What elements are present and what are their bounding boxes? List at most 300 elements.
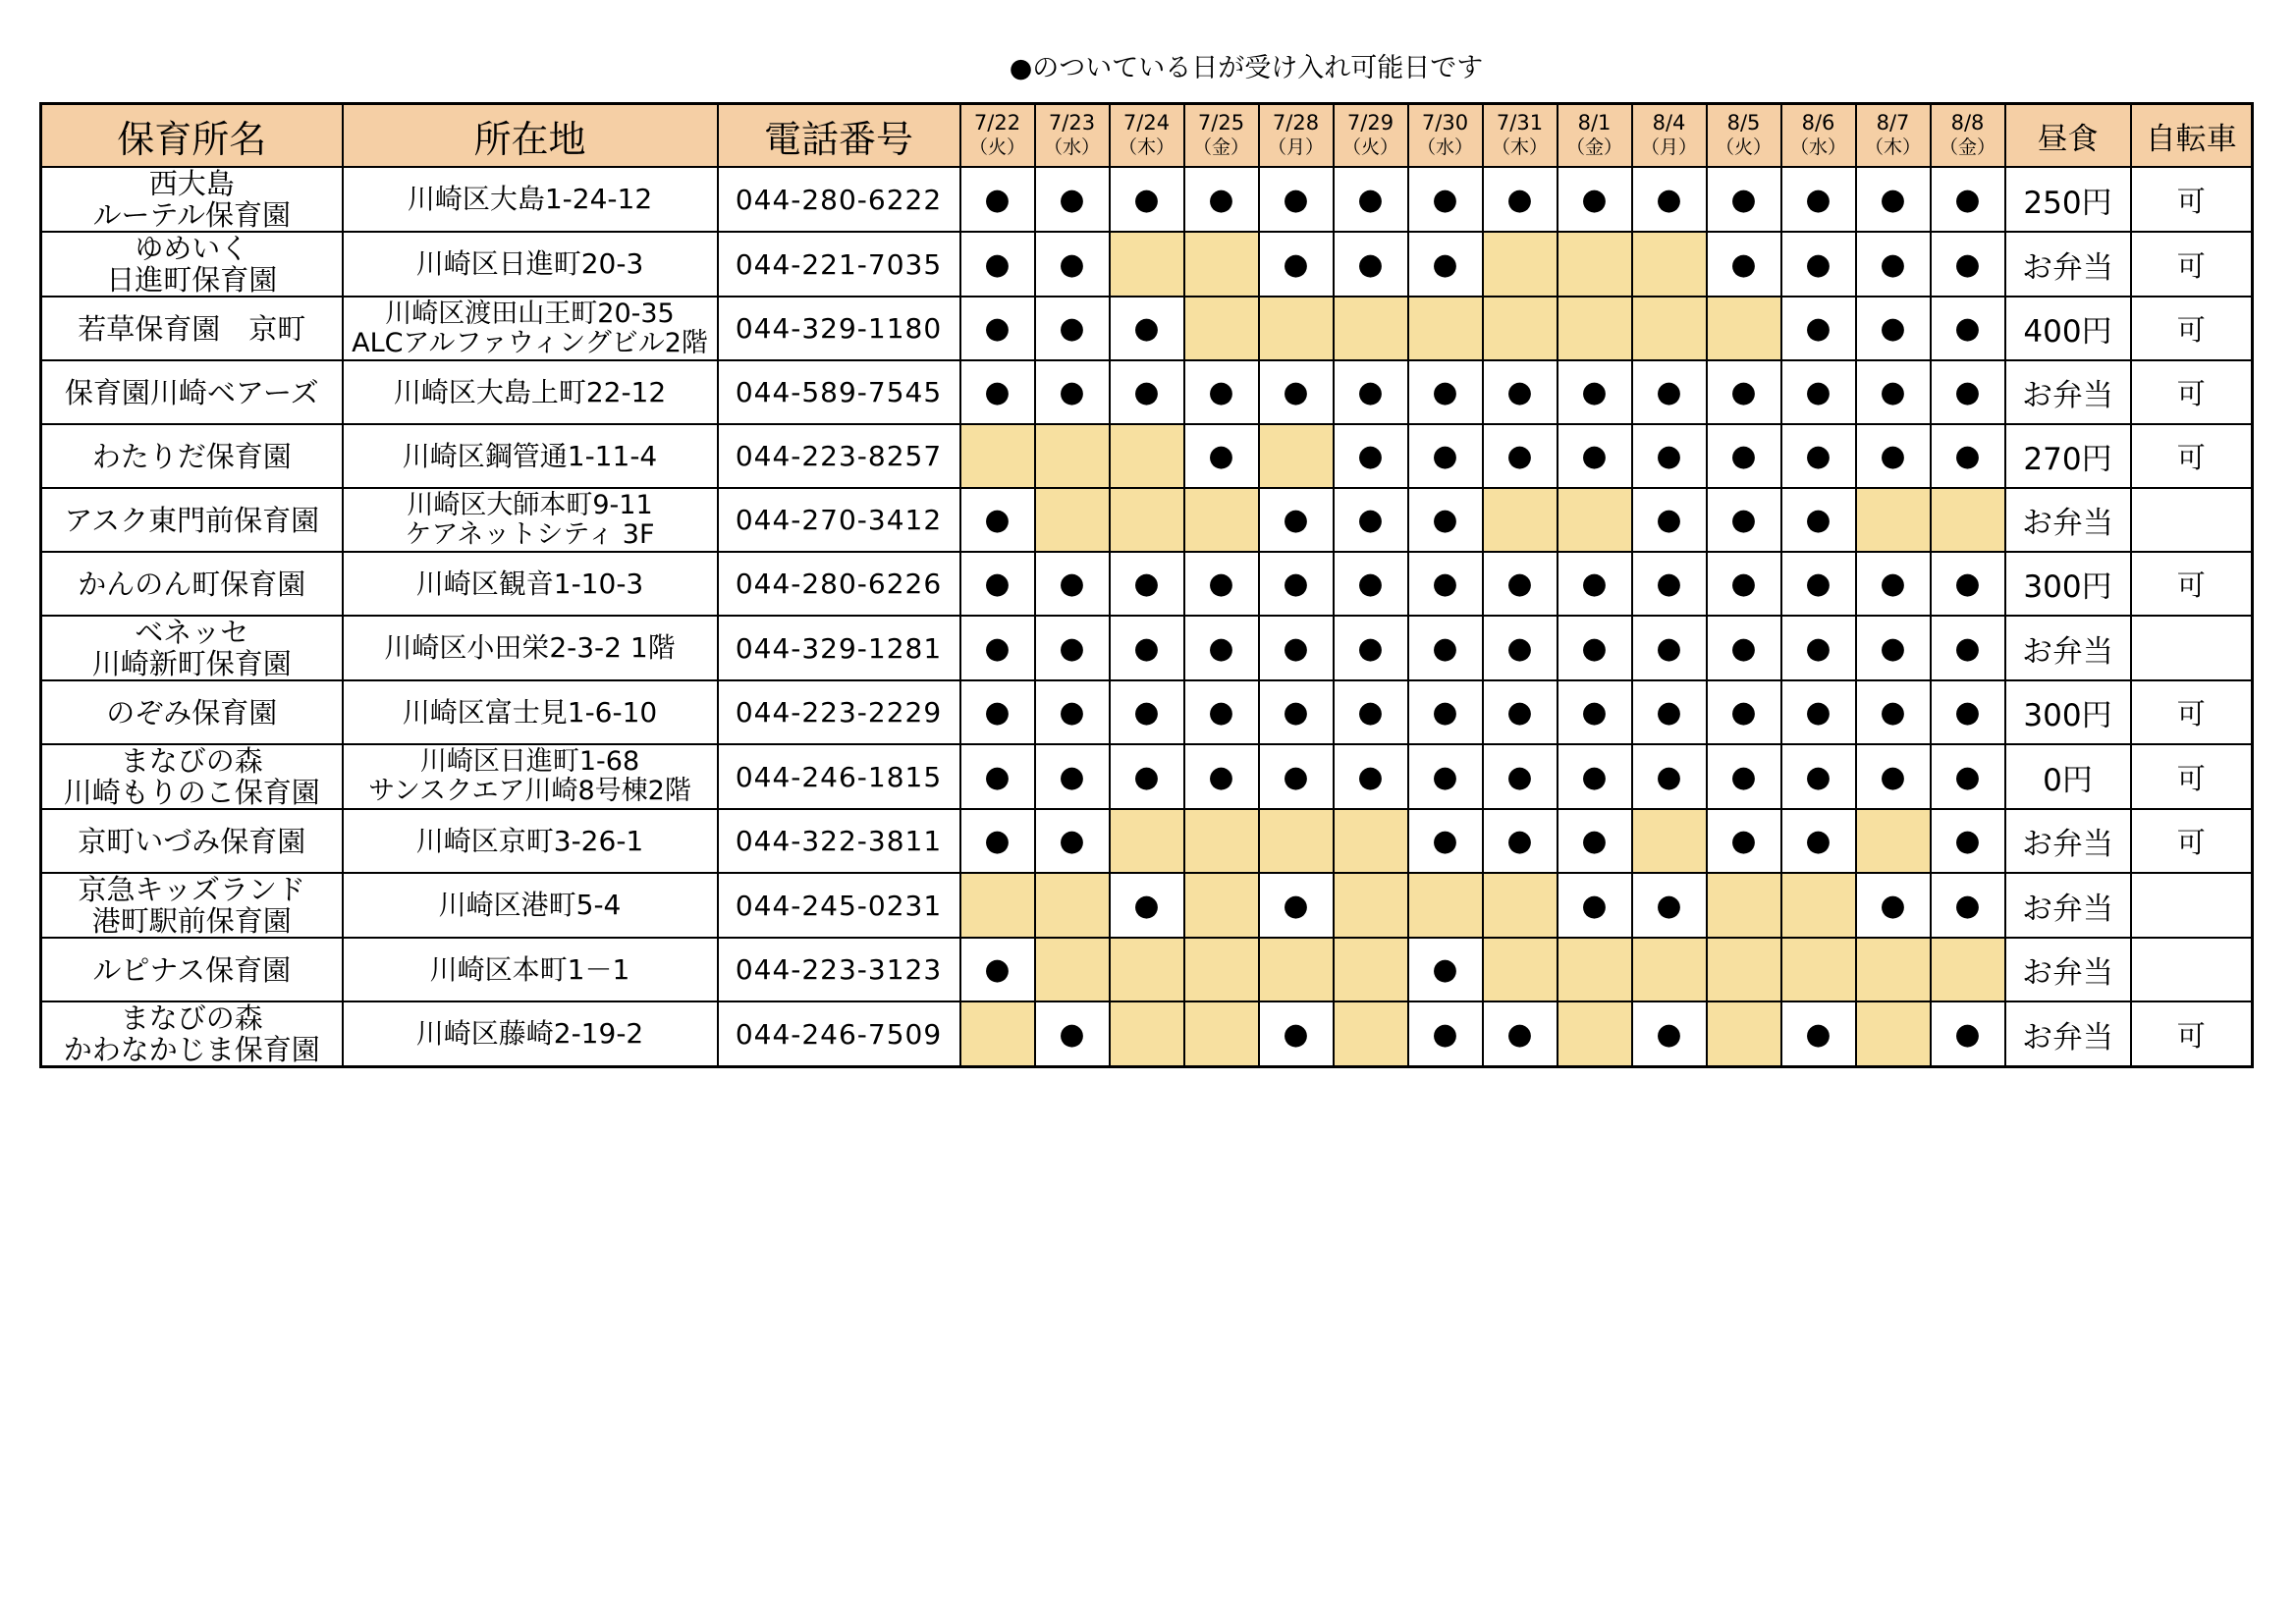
unavailable-cell — [1184, 809, 1259, 873]
available-mark: ● — [1334, 616, 1408, 680]
available-mark: ● — [1184, 744, 1259, 809]
available-mark: ● — [1632, 873, 1707, 938]
header-weekday-label: （水） — [1043, 136, 1100, 158]
facility-phone: 044-221-7035 — [718, 232, 960, 297]
header-lunch: 昼食 — [2005, 104, 2131, 168]
available-mark: ● — [1408, 809, 1483, 873]
unavailable-cell — [1408, 873, 1483, 938]
available-mark: ● — [1707, 360, 1781, 424]
bicycle-cell: 可 — [2131, 424, 2253, 488]
unavailable-cell — [1259, 809, 1334, 873]
available-mark: ● — [1558, 424, 1632, 488]
facility-address — [343, 488, 718, 552]
facility-name — [41, 360, 343, 424]
header-date — [1931, 104, 2005, 168]
header-date-label: 7/28 — [1272, 111, 1320, 135]
unavailable-cell — [1259, 297, 1334, 360]
unavailable-cell — [1035, 488, 1110, 552]
table-row — [41, 360, 2253, 424]
available-mark: ● — [1931, 297, 2005, 360]
facility-name-line: ゆめいく — [135, 232, 249, 265]
facility-name-line: 川崎新町保育園 — [91, 647, 292, 680]
available-mark: ● — [960, 680, 1035, 744]
available-mark: ● — [1110, 297, 1184, 360]
table-row — [41, 873, 2253, 938]
available-mark: ● — [1781, 167, 1856, 232]
available-mark: ● — [1184, 616, 1259, 680]
available-mark: ● — [1483, 360, 1558, 424]
available-mark: ● — [1856, 167, 1931, 232]
facility-name-line: まなびの森 — [120, 1001, 263, 1035]
facility-name-line: ベネッセ — [135, 616, 249, 649]
facility-name-line: わたりだ保育園 — [91, 439, 292, 473]
available-mark: ● — [1632, 167, 1707, 232]
unavailable-cell — [1632, 809, 1707, 873]
available-mark: ● — [1931, 1001, 2005, 1067]
unavailable-cell — [1110, 424, 1184, 488]
header-date-label: 7/31 — [1496, 111, 1544, 135]
available-mark: ● — [1856, 232, 1931, 297]
header-weekday-label: （水） — [1416, 136, 1473, 158]
unavailable-cell — [1259, 938, 1334, 1001]
available-mark: ● — [1259, 360, 1334, 424]
header-name: 保育所名 — [41, 104, 343, 168]
header-date — [1110, 104, 1184, 168]
available-mark: ● — [1184, 424, 1259, 488]
facility-phone: 044-280-6222 — [718, 167, 960, 232]
header-weekday-label: （火） — [968, 136, 1025, 158]
available-mark: ● — [960, 297, 1035, 360]
bicycle-cell — [2131, 616, 2253, 680]
facility-address — [343, 616, 718, 680]
table-row — [41, 552, 2253, 616]
unavailable-cell — [1856, 938, 1931, 1001]
facility-phone: 044-329-1180 — [718, 297, 960, 360]
facility-name-line: まなびの森 — [120, 744, 263, 778]
table-row — [41, 167, 2253, 232]
lunch-cell: 300円 — [2005, 680, 2131, 744]
facility-name — [41, 616, 343, 680]
header-date-label: 7/29 — [1346, 111, 1394, 135]
available-mark: ● — [1632, 616, 1707, 680]
lunch-cell: お弁当 — [2005, 232, 2131, 297]
available-mark: ● — [1632, 552, 1707, 616]
lunch-cell: お弁当 — [2005, 360, 2131, 424]
available-mark: ● — [1558, 744, 1632, 809]
unavailable-cell — [960, 424, 1035, 488]
available-mark: ● — [1408, 1001, 1483, 1067]
available-mark: ● — [1408, 488, 1483, 552]
unavailable-cell — [1707, 938, 1781, 1001]
available-mark: ● — [1483, 424, 1558, 488]
bicycle-cell: 可 — [2131, 360, 2253, 424]
available-mark: ● — [1035, 680, 1110, 744]
table-row — [41, 297, 2253, 360]
available-mark: ● — [1931, 809, 2005, 873]
unavailable-cell — [1184, 297, 1259, 360]
facility-phone: 044-245-0231 — [718, 873, 960, 938]
available-mark: ● — [1931, 360, 2005, 424]
facility-address — [343, 1001, 718, 1067]
facility-address — [343, 809, 718, 873]
lunch-cell: お弁当 — [2005, 1001, 2131, 1067]
address-line: 川崎区日進町20-3 — [415, 247, 644, 280]
bicycle-cell: 可 — [2131, 232, 2253, 297]
facility-name-line: のぞみ保育園 — [106, 695, 278, 730]
lunch-cell: 250円 — [2005, 167, 2131, 232]
header-weekday-label: （月） — [1640, 136, 1697, 158]
available-mark: ● — [1110, 360, 1184, 424]
available-mark: ● — [1781, 297, 1856, 360]
bicycle-cell: 可 — [2131, 167, 2253, 232]
facility-address — [343, 360, 718, 424]
available-mark: ● — [1334, 488, 1408, 552]
available-mark: ● — [960, 167, 1035, 232]
facility-address — [343, 744, 718, 809]
available-mark: ● — [1110, 616, 1184, 680]
unavailable-cell — [1707, 297, 1781, 360]
unavailable-cell — [1483, 938, 1558, 1001]
available-mark: ● — [1781, 488, 1856, 552]
address-line: サンスクエア川崎8号棟2階 — [368, 776, 691, 806]
available-mark: ● — [1781, 809, 1856, 873]
available-mark: ● — [1931, 744, 2005, 809]
unavailable-cell — [1035, 873, 1110, 938]
unavailable-cell — [1184, 873, 1259, 938]
available-mark: ● — [1184, 680, 1259, 744]
header-weekday-label: （金） — [1939, 136, 1995, 158]
table-row — [41, 488, 2253, 552]
available-mark: ● — [1483, 744, 1558, 809]
table-row — [41, 744, 2253, 809]
lunch-cell: 0円 — [2005, 744, 2131, 809]
header-date-label: 7/22 — [973, 111, 1021, 135]
available-mark: ● — [1707, 167, 1781, 232]
facility-name — [41, 167, 343, 232]
header-date — [1035, 104, 1110, 168]
unavailable-cell — [1184, 938, 1259, 1001]
address-line: 川崎区大師本町9-11 — [407, 489, 653, 520]
available-mark: ● — [1035, 809, 1110, 873]
unavailable-cell — [1110, 1001, 1184, 1067]
facility-address — [343, 552, 718, 616]
available-mark: ● — [1110, 744, 1184, 809]
facility-address — [343, 680, 718, 744]
facility-name — [41, 873, 343, 938]
unavailable-cell — [1558, 938, 1632, 1001]
facility-name — [41, 424, 343, 488]
header-weekday-label: （木） — [1864, 136, 1921, 158]
unavailable-cell — [1334, 938, 1408, 1001]
available-mark: ● — [1632, 744, 1707, 809]
header-date — [1632, 104, 1707, 168]
available-mark: ● — [1707, 616, 1781, 680]
available-mark: ● — [1632, 424, 1707, 488]
facility-name — [41, 680, 343, 744]
header-date — [1259, 104, 1334, 168]
address-line: 川崎区日進町1-68 — [419, 746, 640, 777]
table-row — [41, 809, 2253, 873]
available-mark: ● — [1707, 744, 1781, 809]
address-line: 川崎区小田栄2-3-2 1階 — [384, 631, 676, 664]
unavailable-cell — [1035, 938, 1110, 1001]
available-mark: ● — [1632, 680, 1707, 744]
unavailable-cell — [1856, 488, 1931, 552]
available-mark: ● — [1856, 424, 1931, 488]
available-mark: ● — [1334, 744, 1408, 809]
available-mark: ● — [1334, 424, 1408, 488]
address-line: 川崎区大島上町22-12 — [393, 375, 667, 408]
available-mark: ● — [1856, 616, 1931, 680]
header-address: 所在地 — [343, 104, 718, 168]
unavailable-cell — [1707, 873, 1781, 938]
header-date — [1781, 104, 1856, 168]
unavailable-cell — [1707, 1001, 1781, 1067]
header-date-label: 8/4 — [1652, 111, 1686, 135]
available-mark: ● — [1259, 616, 1334, 680]
address-line: 川崎区観音1-10-3 — [415, 567, 644, 600]
facility-name-line: かわなかじま保育園 — [63, 1033, 320, 1066]
unavailable-cell — [1558, 232, 1632, 297]
available-mark: ● — [1483, 809, 1558, 873]
available-mark: ● — [1334, 552, 1408, 616]
available-mark: ● — [1184, 167, 1259, 232]
facility-name — [41, 488, 343, 552]
header-date-label: 8/1 — [1577, 111, 1612, 135]
available-mark: ● — [1259, 232, 1334, 297]
available-mark: ● — [1259, 552, 1334, 616]
bicycle-cell — [2131, 873, 2253, 938]
facility-name-line: アスク東門前保育園 — [64, 503, 320, 537]
available-mark: ● — [1184, 360, 1259, 424]
available-mark: ● — [1632, 360, 1707, 424]
available-mark: ● — [1035, 1001, 1110, 1067]
facility-name — [41, 809, 343, 873]
available-mark: ● — [1781, 552, 1856, 616]
available-mark: ● — [1856, 680, 1931, 744]
unavailable-cell — [1856, 1001, 1931, 1067]
address-line: 川崎区京町3-26-1 — [415, 824, 644, 857]
unavailable-cell — [1110, 809, 1184, 873]
available-mark: ● — [1558, 616, 1632, 680]
available-mark: ● — [1259, 873, 1334, 938]
unavailable-cell — [1035, 424, 1110, 488]
header-row — [41, 104, 2253, 168]
unavailable-cell — [1110, 232, 1184, 297]
available-mark: ● — [1856, 360, 1931, 424]
lunch-cell: 270円 — [2005, 424, 2131, 488]
available-mark: ● — [1408, 424, 1483, 488]
header-date-label: 8/5 — [1726, 111, 1761, 135]
available-mark: ● — [960, 744, 1035, 809]
available-mark: ● — [1259, 167, 1334, 232]
unavailable-cell — [1334, 297, 1408, 360]
unavailable-cell — [1408, 297, 1483, 360]
header-date — [1558, 104, 1632, 168]
available-mark: ● — [1334, 680, 1408, 744]
address-line: 川崎区渡田山王町20-35 — [385, 298, 675, 329]
unavailable-cell — [1483, 232, 1558, 297]
available-mark: ● — [1781, 424, 1856, 488]
header-date-label: 7/30 — [1421, 111, 1469, 135]
available-mark: ● — [1110, 680, 1184, 744]
available-mark: ● — [1184, 552, 1259, 616]
table-row — [41, 232, 2253, 297]
header-date — [1334, 104, 1408, 168]
facility-phone: 044-270-3412 — [718, 488, 960, 552]
available-mark: ● — [960, 552, 1035, 616]
unavailable-cell — [1632, 297, 1707, 360]
table-row — [41, 680, 2253, 744]
unavailable-cell — [1632, 938, 1707, 1001]
available-mark: ● — [1259, 1001, 1334, 1067]
available-mark: ● — [1707, 488, 1781, 552]
notice-text: ●のついている日が受け入れ可能日です — [1009, 53, 1484, 83]
facility-name-line: 京町いづみ保育園 — [78, 824, 306, 858]
unavailable-cell — [960, 873, 1035, 938]
unavailable-cell — [1184, 488, 1259, 552]
facility-name-line: 日進町保育園 — [106, 263, 278, 297]
available-mark: ● — [1558, 360, 1632, 424]
available-mark: ● — [1035, 360, 1110, 424]
bicycle-cell: 可 — [2131, 680, 2253, 744]
bicycle-cell — [2131, 938, 2253, 1001]
available-mark: ● — [1259, 488, 1334, 552]
available-mark: ● — [960, 232, 1035, 297]
available-mark: ● — [1781, 232, 1856, 297]
available-mark: ● — [1781, 1001, 1856, 1067]
available-mark: ● — [1558, 680, 1632, 744]
facility-address — [343, 232, 718, 297]
header-date-label: 7/24 — [1122, 111, 1171, 135]
header-weekday-label: （金） — [1565, 136, 1622, 158]
bicycle-cell: 可 — [2131, 552, 2253, 616]
available-mark: ● — [1035, 616, 1110, 680]
available-mark: ● — [1707, 232, 1781, 297]
available-mark: ● — [1931, 424, 2005, 488]
available-mark: ● — [1707, 809, 1781, 873]
lunch-cell: 400円 — [2005, 297, 2131, 360]
available-mark: ● — [1035, 744, 1110, 809]
lunch-cell: お弁当 — [2005, 616, 2131, 680]
facility-name-line: 若草保育園 京町 — [78, 311, 306, 346]
unavailable-cell — [1558, 488, 1632, 552]
available-mark: ● — [1408, 938, 1483, 1001]
unavailable-cell — [1632, 232, 1707, 297]
facility-phone: 044-223-3123 — [718, 938, 960, 1001]
facility-address — [343, 297, 718, 360]
facility-name — [41, 938, 343, 1001]
table-row — [41, 424, 2253, 488]
header-date-label: 8/8 — [1950, 111, 1985, 135]
facility-phone: 044-246-7509 — [718, 1001, 960, 1067]
unavailable-cell — [1781, 873, 1856, 938]
available-mark: ● — [960, 360, 1035, 424]
unavailable-cell — [1856, 809, 1931, 873]
header-date — [1483, 104, 1558, 168]
available-mark: ● — [1707, 680, 1781, 744]
unavailable-cell — [1259, 424, 1334, 488]
unavailable-cell — [1334, 873, 1408, 938]
unavailable-cell — [1781, 938, 1856, 1001]
available-mark: ● — [1483, 167, 1558, 232]
facility-name — [41, 232, 343, 297]
table-row — [41, 1001, 2253, 1067]
header-weekday-label: （木） — [1118, 136, 1175, 158]
facility-name-line: ルーテル保育園 — [92, 198, 292, 232]
facility-phone: 044-223-8257 — [718, 424, 960, 488]
available-mark: ● — [1334, 360, 1408, 424]
available-mark: ● — [1707, 424, 1781, 488]
available-mark: ● — [1632, 488, 1707, 552]
facility-address — [343, 167, 718, 232]
available-mark: ● — [1408, 616, 1483, 680]
unavailable-cell — [1334, 809, 1408, 873]
available-mark: ● — [1035, 167, 1110, 232]
available-mark: ● — [1558, 873, 1632, 938]
facility-phone: 044-589-7545 — [718, 360, 960, 424]
facility-name — [41, 297, 343, 360]
table-row — [41, 938, 2253, 1001]
available-mark: ● — [1334, 232, 1408, 297]
unavailable-cell — [1483, 297, 1558, 360]
facility-name-line: 川崎もりのこ保育園 — [63, 776, 320, 809]
available-mark: ● — [1408, 552, 1483, 616]
facility-phone: 044-280-6226 — [718, 552, 960, 616]
address-line: 川崎区大島1-24-12 — [407, 183, 653, 215]
bicycle-cell: 可 — [2131, 1001, 2253, 1067]
facility-phone: 044-246-1815 — [718, 744, 960, 809]
available-mark: ● — [1035, 552, 1110, 616]
bicycle-cell: 可 — [2131, 744, 2253, 809]
unavailable-cell — [1184, 1001, 1259, 1067]
available-mark: ● — [1856, 873, 1931, 938]
available-mark: ● — [1931, 232, 2005, 297]
available-mark: ● — [1931, 552, 2005, 616]
available-mark: ● — [1632, 1001, 1707, 1067]
facility-name-line: かんのん町保育園 — [78, 567, 306, 601]
available-mark: ● — [1781, 680, 1856, 744]
header-weekday-label: （金） — [1192, 136, 1249, 158]
unavailable-cell — [1483, 873, 1558, 938]
available-mark: ● — [1931, 680, 2005, 744]
available-mark: ● — [1408, 744, 1483, 809]
available-mark: ● — [1259, 680, 1334, 744]
available-mark: ● — [1110, 873, 1184, 938]
facility-name-line: ルピナス保育園 — [92, 952, 292, 987]
unavailable-cell — [1483, 488, 1558, 552]
header-weekday-label: （木） — [1491, 136, 1548, 158]
header-weekday-label: （火） — [1715, 136, 1772, 158]
available-mark: ● — [1558, 809, 1632, 873]
available-mark: ● — [1931, 616, 2005, 680]
address-line: 川崎区港町5-4 — [438, 889, 622, 921]
unavailable-cell — [1110, 488, 1184, 552]
available-mark: ● — [1110, 552, 1184, 616]
header-bike: 自転車 — [2131, 104, 2253, 168]
facility-phone: 044-223-2229 — [718, 680, 960, 744]
available-mark: ● — [960, 616, 1035, 680]
unavailable-cell — [1334, 1001, 1408, 1067]
unavailable-cell — [1110, 938, 1184, 1001]
available-mark: ● — [960, 488, 1035, 552]
unavailable-cell — [1184, 232, 1259, 297]
unavailable-cell — [960, 1001, 1035, 1067]
address-line: ケアネットシティ 3F — [405, 518, 655, 550]
facility-name — [41, 552, 343, 616]
facility-name-line: 西大島 — [148, 167, 235, 200]
available-mark: ● — [960, 938, 1035, 1001]
